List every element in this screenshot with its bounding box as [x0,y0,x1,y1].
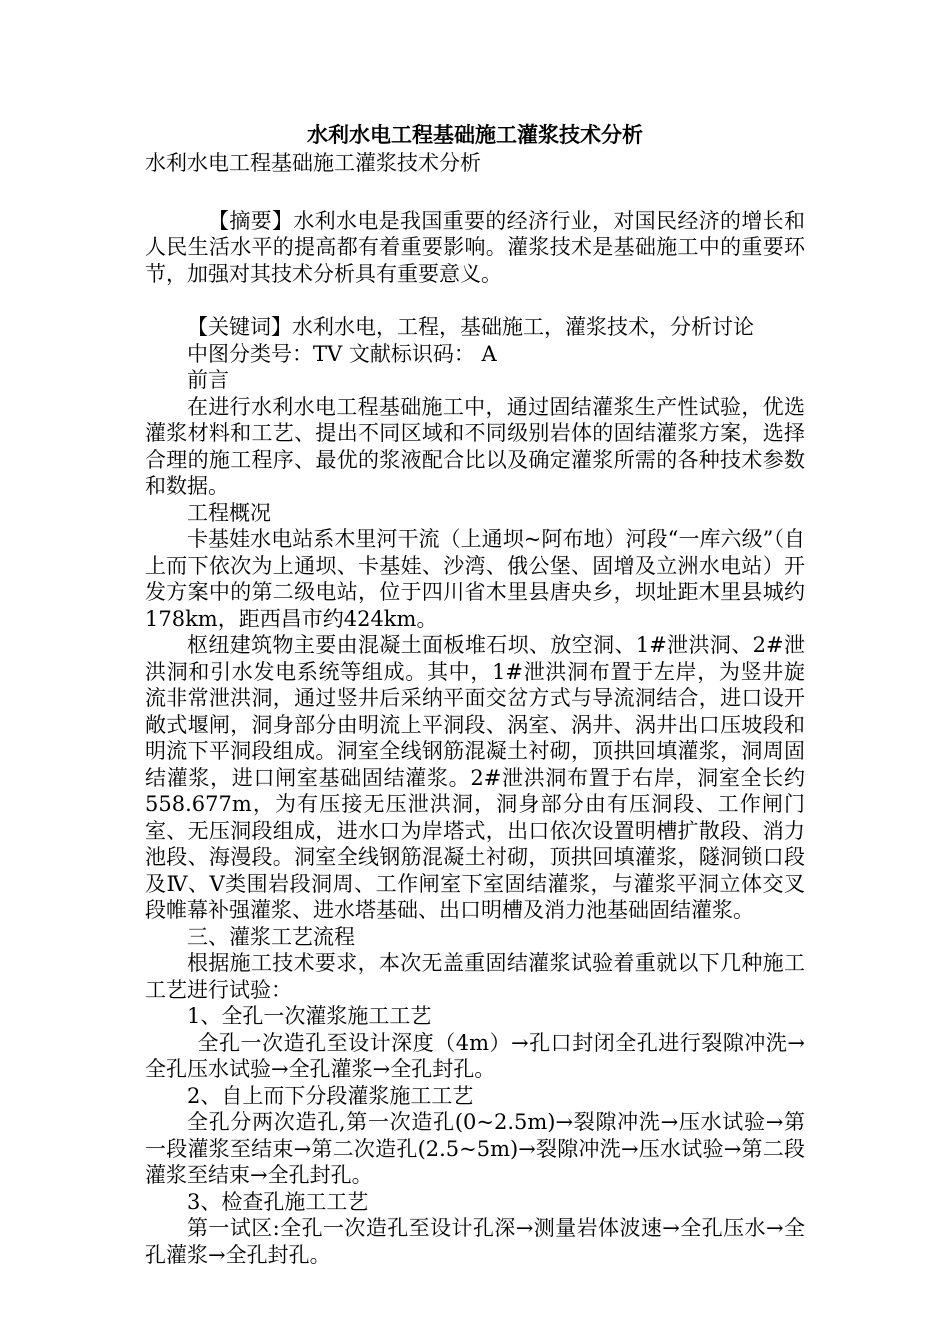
document-subtitle: 水利水电工程基础施工灌浆技术分析 [145,151,481,175]
preface-heading: 前言 [187,368,229,392]
item2-text: 全孔分两次造孔,第一次造孔(0~2.5m)→裂隙冲洗→压水试验→第一段灌浆至结束→第二次造孔(2.5~5m)→裂隙冲洗→压水试验→第二段灌浆至结束→全孔封孔。 [145,1110,805,1187]
item3-text: 第一试区:全孔一次造孔至设计孔深→测量岩体波速→全孔压水→全孔灌浆→全孔封孔。 [145,1216,805,1267]
item2-heading: 2、自上而下分段灌浆施工工艺 [187,1083,474,1108]
abstract-paragraph: 【摘要】水利水电是我国重要的经济行业，对国民经济的增长和人民生活水平的提高都有着重要影响。灌浆技术是基础施工中的重要环节，加强对其技术分析具有重要意义。 [145,208,805,286]
overview-paragraph-2: 枢纽建筑物主要由混凝土面板堆石坝、放空洞、1#泄洪洞、2#泄洪洞和引水发电系统等组成。其中，1#泄洪洞布置于左岸，为竖井旋流非常泄洪洞，通过竖井后采纳平面交岔方式与导流洞结合，进口设开敞式堰闸，洞身部分由明流上平洞段、涡室、涡井、涡井出口压坡段和明流下平洞段组成。洞室全线钢筋混凝土衬砌，顶拱回填灌浆，洞周固结灌浆，进口闸室基础固结灌浆。2#泄洪洞布置于右岸，洞室全长约558.677m，为有压接无压泄洪洞，洞身部分由有压洞段、工作闸门室、无压洞段组成，进水口为岸塔式，出口依次设置明槽扩散段、消力池段、海漫段。洞室全线钢筋混凝土衬砌，顶拱回填灌浆，隧洞锁口段及Ⅳ、Ⅴ类围岩段洞周、工作闸室下室固结灌浆，与灌浆平洞立体交叉段帷幕补强灌浆、进水塔基础、出口明槽及消力池基础固结灌浆。 [145,633,805,922]
overview-heading: 工程概况 [187,500,271,525]
item3-heading: 3、检查孔施工工艺 [187,1189,369,1214]
item1-text: 全孔一次造孔至设计深度（4m）→孔口封闭全孔进行裂隙冲洗→全孔压水试验→全孔灌浆→全孔封孔。 [145,1030,805,1081]
overview-paragraph-1: 卡基娃水电站系木里河干流（上通坝~阿布地）河段“一库六级”（自上而下依次为上通坝、卡基娃、沙湾、俄公堡、固增及立洲水电站）开发方案中的第二级电站，位于四川省木里县唐央乡，坝址距木里县城约178km，距西昌市约424km。 [145,527,805,631]
document-page [145,120,805,1268]
classification-line: 中图分类号：TV 文献标识码： A [187,341,497,366]
preface-paragraph: 在进行水利水电工程基础施工中，通过固结灌浆生产性试验，优选灌浆材料和工艺、提出不同区域和不同级别岩体的固结灌浆方案，选择合理的施工程序、最优的浆液配合比以及确定灌浆所需的各种技术参数和数据。 [145,394,805,498]
keywords-line: 【关键词】水利水电，工程，基础施工，灌浆技术，分析讨论 [187,315,754,339]
document-title: 水利水电工程基础施工灌浆技术分析 [307,123,643,147]
section3-heading: 三、灌浆工艺流程 [187,924,355,949]
section3-intro: 根据施工技术要求，本次无盖重固结灌浆试验着重就以下几种施工工艺进行试验： [145,951,805,1002]
item1-heading: 1、全孔一次灌浆施工工艺 [187,1004,432,1028]
